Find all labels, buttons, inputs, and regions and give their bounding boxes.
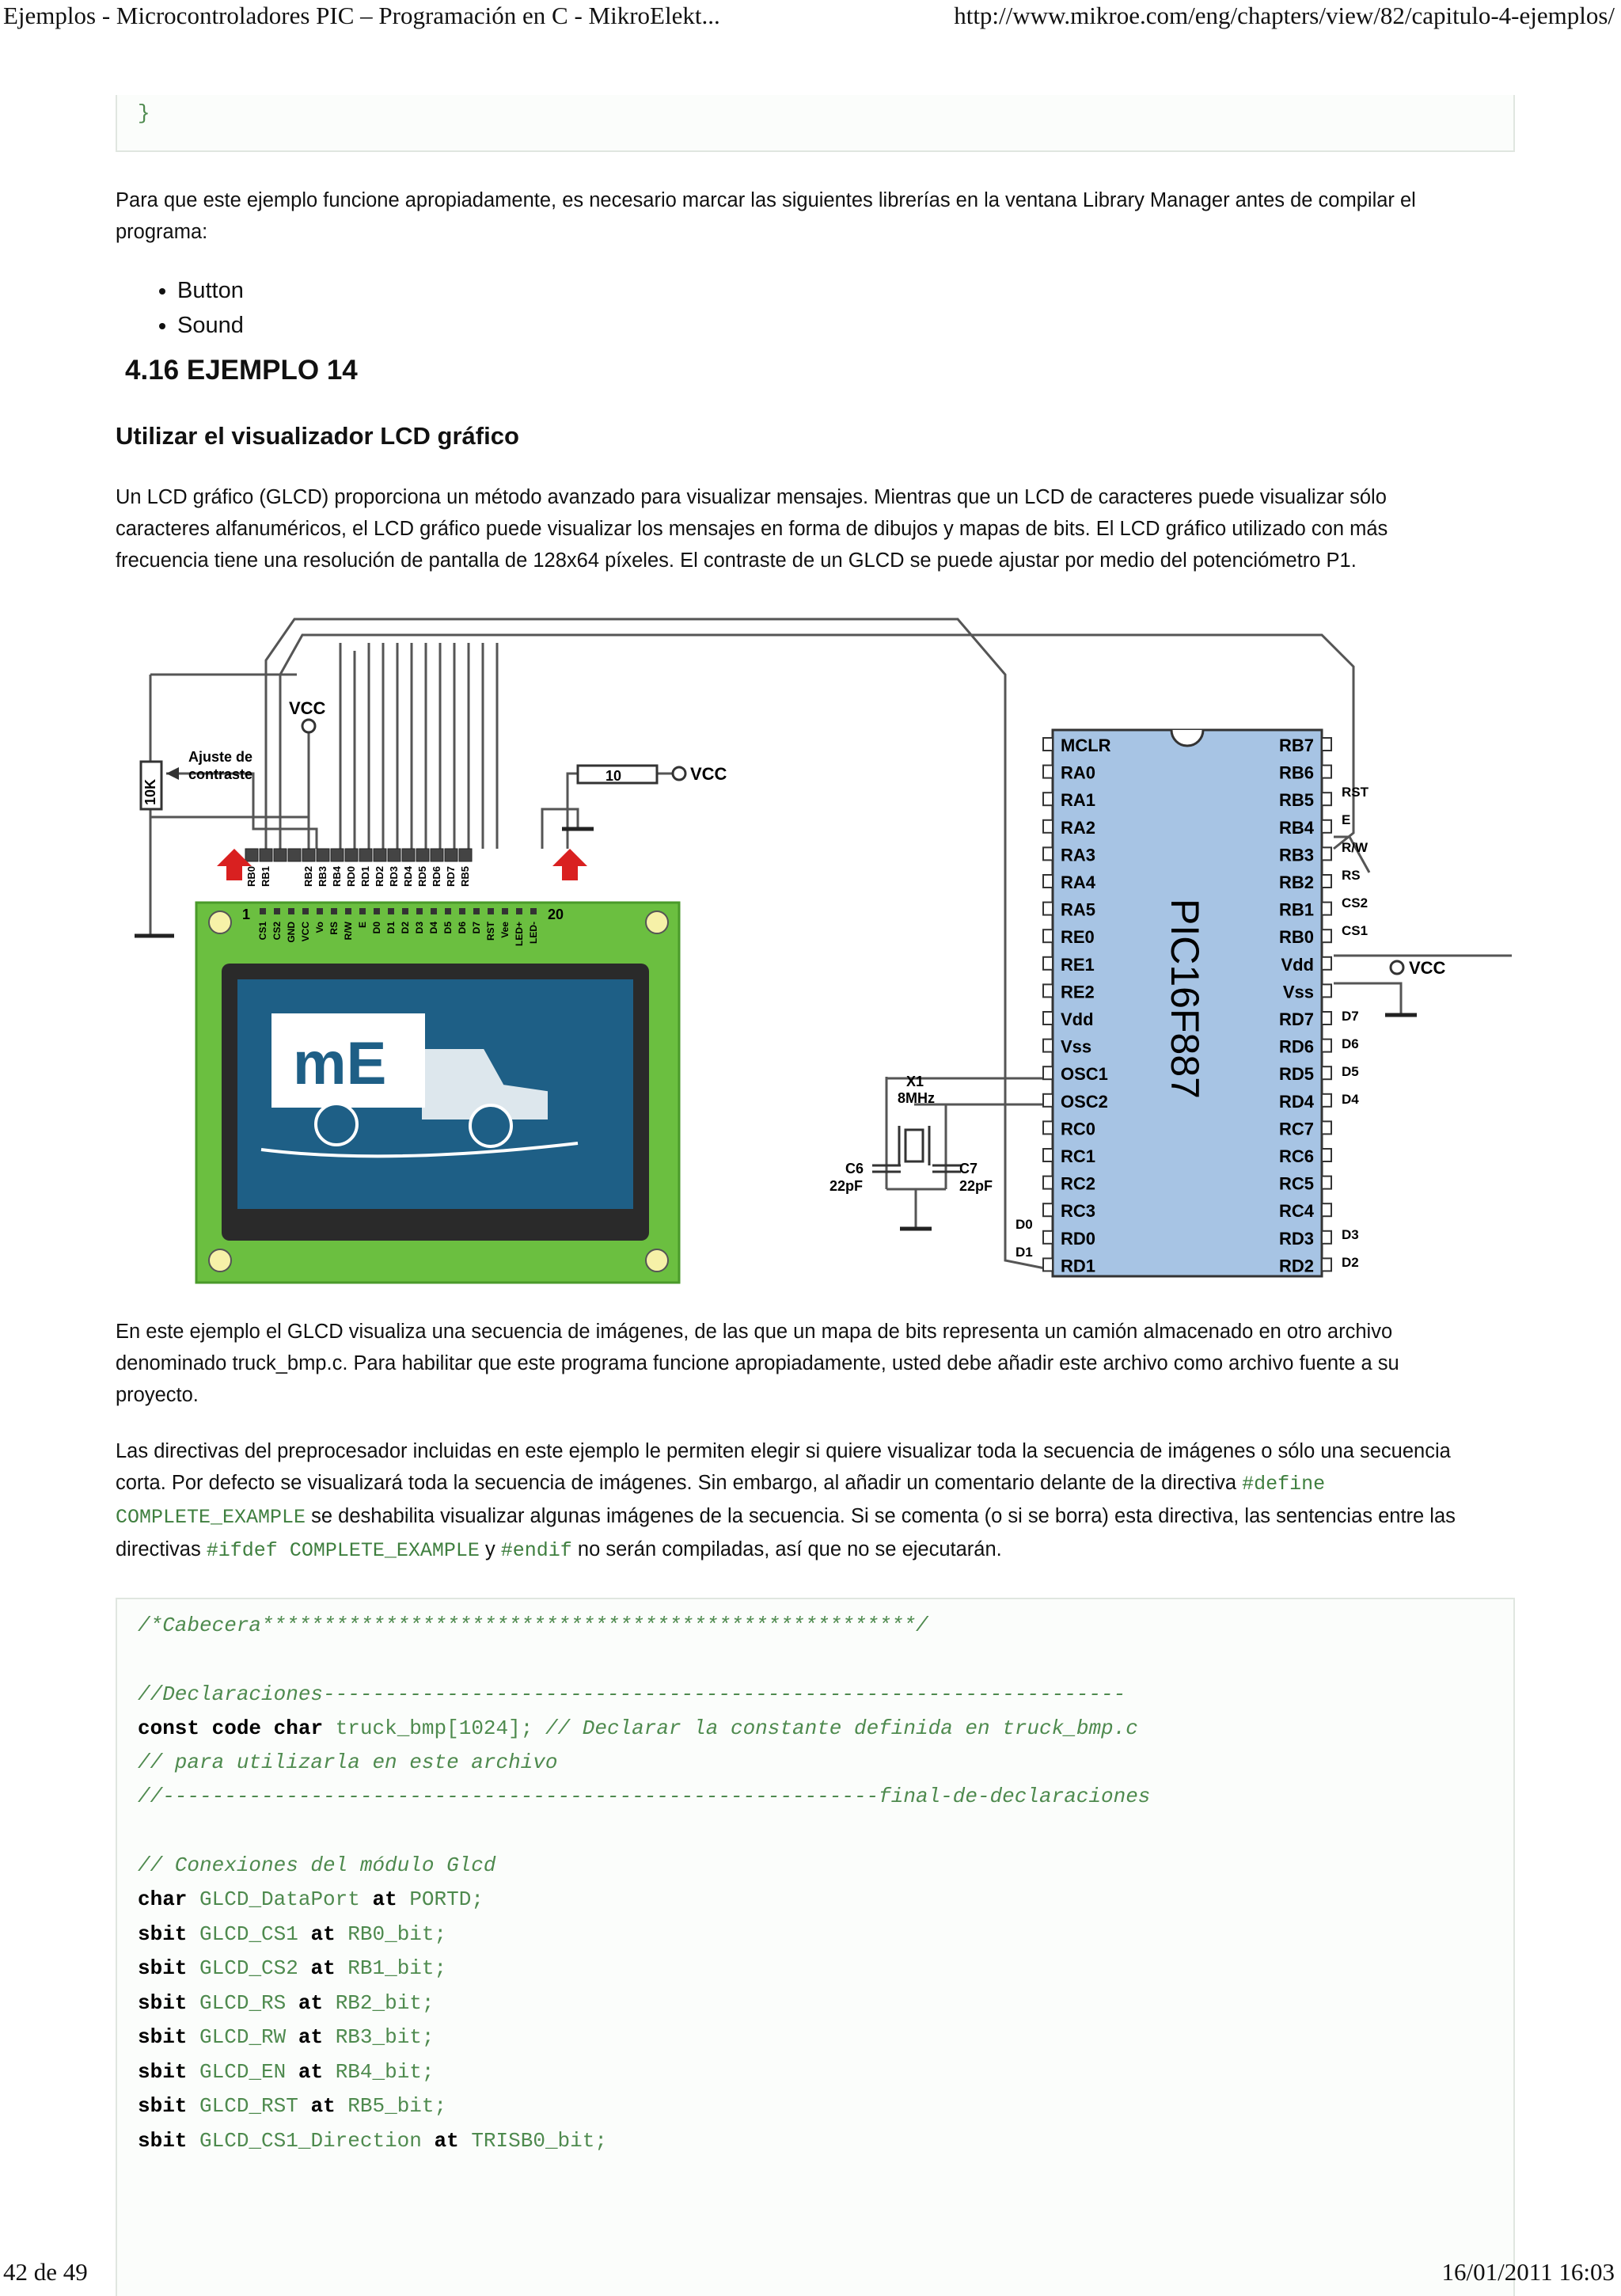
arrow-icon	[552, 849, 587, 880]
chip-pin-label-right: RD3	[1278, 1228, 1314, 1249]
lcd-pin-label: D2	[400, 922, 411, 934]
signal-label: D5	[1342, 1064, 1359, 1079]
connector-pin	[374, 849, 386, 861]
chip-pin	[1043, 903, 1053, 915]
chip-pin-label-left: RC2	[1061, 1173, 1096, 1194]
c7-value: 22pF	[959, 1178, 993, 1194]
code-end-decl-comment: //----------------------------------------------------------final-de-declaraciones	[138, 1785, 1151, 1808]
connector-pin	[245, 849, 258, 861]
c7-name: C7	[959, 1161, 978, 1177]
directives-text: se deshabilita visualizar algunas imágenes de la secuencia. Si se comenta (o si se borra) esta directiva, las sentencias entre las directivas	[116, 1505, 1456, 1560]
code-line-glcd: sbit GLCD_CS1 at RB0_bit;	[138, 1922, 447, 1946]
connector-pin-label: RD6	[431, 866, 442, 888]
connector-pin	[431, 849, 443, 861]
chip-pin-label-right: RC4	[1278, 1201, 1314, 1222]
signal-label: CS2	[1342, 895, 1369, 910]
section-title: 4.16 EJEMPLO 14	[125, 355, 358, 386]
chip-pin-label-left: RE2	[1061, 982, 1095, 1002]
chip-pin-label-left: Vss	[1061, 1036, 1092, 1057]
chip-pin-label-left: RC0	[1061, 1119, 1096, 1139]
chip-pin	[1043, 1231, 1053, 1244]
chip-pin-label-right: RB4	[1278, 817, 1314, 838]
lcd-pin-label: CS1	[257, 922, 268, 941]
page-url[interactable]: http://www.mikroe.com/eng/chapters/view/82/capitulo-4-ejemplos/	[954, 2, 1615, 29]
connector-pin-label: RD2	[374, 866, 385, 888]
lcd-pin-label: LED-	[528, 922, 539, 944]
page-title: Ejemplos - Microcontroladores PIC – Programación en C - MikroElekt...	[3, 2, 720, 29]
chip-pin-label-left: RC3	[1061, 1201, 1096, 1222]
signal-label: D3	[1342, 1227, 1359, 1242]
chip-pin	[1043, 1121, 1053, 1134]
chip-pin	[1322, 984, 1331, 997]
lcd-pin	[274, 908, 280, 914]
chip-pin	[1322, 1094, 1331, 1107]
lcd-pin-label: VCC	[300, 922, 311, 942]
contrast-label-1: Ajuste de	[188, 749, 253, 765]
vcc-label-top: VCC	[289, 698, 326, 718]
chip-pin	[1322, 957, 1331, 970]
print-footer	[0, 2258, 1621, 2290]
chip-pin	[1043, 738, 1053, 751]
chip-pin-label-right: RB6	[1278, 762, 1314, 783]
signal-label: R/W	[1342, 840, 1369, 855]
directives-text: y	[484, 1538, 495, 1560]
chip-pin	[1322, 875, 1331, 888]
lcd-pin	[288, 908, 294, 914]
lcd-pin-label: D5	[442, 922, 454, 934]
chip-pin-label-right: RC5	[1278, 1173, 1314, 1194]
glcd-schematic	[142, 611, 1456, 1300]
signal-label: D2	[1342, 1255, 1359, 1270]
chip-pin	[1043, 929, 1053, 942]
code-block-tail	[116, 95, 1515, 152]
lcd-pin-label: LED+	[514, 922, 525, 947]
chip-pin-label-right: RD2	[1278, 1256, 1314, 1276]
chip-pin	[1322, 766, 1331, 778]
endif-directive: #endif	[500, 1539, 572, 1562]
code-line-const: const code char truck_bmp[1024]; // Declarar la constante definida en truck_bmp.c	[138, 1716, 1138, 1740]
lcd-pin-label: D0	[371, 922, 382, 934]
lcd-pin	[331, 908, 337, 914]
connector-pin-label: RB0	[245, 866, 257, 888]
chip-pin-label-right: RD6	[1278, 1036, 1314, 1057]
lcd-pin-first: 1	[242, 907, 251, 922]
chip-pin-label-right: RD4	[1278, 1091, 1314, 1112]
lcd-pin-label: R/W	[343, 922, 354, 941]
connector-pin	[317, 849, 329, 861]
chip-pin-label-left: RD0	[1061, 1228, 1096, 1249]
chip-pin	[1322, 1177, 1331, 1189]
directives-paragraph	[116, 1435, 1477, 1567]
chip-pin	[1322, 793, 1331, 805]
chip-pin	[1322, 1012, 1331, 1024]
lcd-pin-label: D1	[385, 922, 397, 934]
lcd-pin	[359, 908, 366, 914]
chip-pin-label-right: RD5	[1278, 1064, 1314, 1085]
connector-pin-label: RB1	[260, 866, 271, 888]
chip-pin-label-left: OSC2	[1061, 1091, 1108, 1112]
chip-pin-label-right: RC7	[1278, 1119, 1314, 1139]
connector-pin-label: RD4	[402, 866, 414, 888]
connector-pin-label: RB2	[302, 866, 314, 888]
signal-label: D0	[1015, 1217, 1033, 1232]
crystal-name: X1	[906, 1074, 924, 1089]
connector-pin	[388, 849, 401, 861]
lcd-pin-label: D3	[414, 922, 425, 934]
pot-label: 10K	[142, 778, 158, 805]
chip-pin-label-left: Vdd	[1061, 1009, 1094, 1029]
section-subtitle: Utilizar el visualizador LCD gráfico	[116, 422, 519, 450]
lcd-pin	[459, 908, 465, 914]
code-line-glcd: sbit GLCD_RST at RB5_bit;	[138, 2094, 447, 2118]
code-line-glcd: char GLCD_DataPort at PORTD;	[138, 1887, 484, 1911]
connector-pin-label: RD0	[345, 866, 357, 888]
chip-pin	[1043, 875, 1053, 888]
print-header	[0, 2, 1621, 33]
code-line-glcd: sbit GLCD_CS1_Direction at TRISB0_bit;	[138, 2128, 607, 2153]
code-line-glcd: sbit GLCD_RS at RB2_bit;	[138, 1990, 435, 2015]
connector-pin	[345, 849, 358, 861]
chip-pin-label-left: RA4	[1061, 872, 1096, 892]
chip-pin	[1322, 1066, 1331, 1079]
lcd-pin	[317, 908, 323, 914]
chip-pin-label-left: RA0	[1061, 762, 1096, 783]
chip-pin	[1043, 984, 1053, 997]
lcd-logo: mE	[293, 1030, 387, 1097]
chip-pin	[1043, 1066, 1053, 1079]
connector-pin	[331, 849, 344, 861]
chip-pin	[1322, 903, 1331, 915]
intro-paragraph: Para que este ejemplo funcione apropiadamente, es necesario marcar las siguientes librerías en la ventana Library Manager antes de compilar el programa:	[116, 189, 1416, 243]
connector-pin	[402, 849, 415, 861]
lcd-pin-label: E	[357, 922, 368, 929]
chip-pin	[1322, 929, 1331, 942]
chip-pin	[1043, 957, 1053, 970]
lcd-pin-label: D7	[471, 922, 482, 934]
print-datetime: 16/01/2011 16:03	[1441, 2258, 1615, 2286]
chip-pin-label-right: Vss	[1282, 982, 1314, 1002]
chip-pin-label-right: RC6	[1278, 1146, 1314, 1166]
connector-pin-label: RB3	[317, 866, 328, 888]
chip-pin-label-right: RB2	[1278, 872, 1314, 892]
resistor-label: 10	[606, 768, 622, 784]
chip-pin-label-left: RA2	[1061, 817, 1096, 838]
lcd-pin	[402, 908, 408, 914]
lcd-pin	[345, 908, 351, 914]
chip-pin	[1043, 1149, 1053, 1161]
crystal-freq: 8MHz	[898, 1090, 936, 1106]
chip-pin-label-left: MCLR	[1061, 736, 1111, 755]
code-header-comment: /*Cabecera*****************************************************/	[138, 1614, 928, 1637]
library-item: • Sound	[177, 308, 244, 343]
lcd-pin-label: D4	[428, 922, 439, 934]
directives-text: Las directivas del preprocesador incluidas en este ejemplo le permiten elegir si quiere visualizar toda la secuencia de imágenes o sólo una secuencia corta. Por defecto se visualizará toda la secuencia de imágenes. Sin embargo, al añadir un comentario delante de la directiva	[116, 1440, 1451, 1494]
signal-label: E	[1342, 812, 1351, 827]
chip-pin	[1322, 1258, 1331, 1271]
chip-pin	[1322, 1203, 1331, 1216]
define-directive: #define COMPLETE_EXAMPLE	[116, 1473, 1326, 1529]
connector-pin	[359, 849, 372, 861]
ifdef-directive: #ifdef COMPLETE_EXAMPLE	[206, 1539, 480, 1562]
chip-pin-label-left: RC1	[1061, 1146, 1096, 1166]
connector-pin-label: RB4	[331, 866, 343, 888]
chip-pin	[1322, 847, 1331, 860]
chip-pin	[1322, 1121, 1331, 1134]
lcd-pin-label: Vee	[499, 922, 511, 938]
lcd-pin	[530, 908, 537, 914]
lcd-pin	[260, 908, 266, 914]
chip-pin	[1322, 1231, 1331, 1244]
vcc-label-right: VCC	[1409, 958, 1446, 978]
chip-pin-label-right: RB1	[1278, 899, 1314, 920]
chip-pin	[1322, 738, 1331, 751]
chip-pin	[1043, 1203, 1053, 1216]
vcc-label-resistor: VCC	[690, 764, 727, 784]
signal-label: D7	[1342, 1009, 1359, 1024]
glcd-paragraph: Un LCD gráfico (GLCD) proporciona un método avanzado para visualizar mensajes. Mientras que un LCD de caracteres puede visualizar sólo caracteres alfanuméricos, el LCD gráfico puede visualizar los mensajes en forma de dibujos y mapas de bits. El LCD gráfico utilizado con más frecuencia tiene una resolución de pantalla de 128x64 píxeles. El contraste de un GLCD se puede ajustar por medio del potenciómetro P1.	[116, 486, 1388, 572]
lcd-pin	[388, 908, 394, 914]
chip-pin-label-left: RE1	[1061, 954, 1095, 975]
chip-pin-label-left: RA3	[1061, 845, 1096, 865]
signal-label: RST	[1342, 785, 1369, 800]
code-use-comment: // para utilizarla en este archivo	[138, 1751, 558, 1774]
lcd-pin	[374, 908, 380, 914]
chip-pin	[1043, 1012, 1053, 1024]
connector-pin	[288, 849, 301, 861]
lcd-pin	[445, 908, 451, 914]
chip-pin-label-left: OSC1	[1061, 1064, 1108, 1085]
glcd-connector	[245, 849, 472, 887]
chip-pin-label-right: RB3	[1278, 845, 1314, 865]
example-paragraph: En este ejemplo el GLCD visualiza una secuencia de imágenes, de las que un mapa de bits representa un camión almacenado en otro archivo denominado truck_bmp.c. Para habilitar que este programa funcione apropiadamente, usted debe añadir este archivo como archivo fuente a su proyecto.	[116, 1321, 1399, 1406]
code-block	[116, 1598, 1515, 2296]
chip-pin-label-left: RD1	[1061, 1256, 1096, 1276]
code-conn-comment: // Conexiones del módulo Glcd	[138, 1853, 496, 1877]
connector-pin	[260, 849, 272, 861]
lcd-pin-label: Vo	[314, 922, 325, 933]
chip-pin	[1322, 1040, 1331, 1052]
connector-pin-label: RD7	[445, 866, 457, 888]
page-number: 42 de 49	[3, 2258, 88, 2286]
c6-value: 22pF	[829, 1178, 864, 1194]
code-line-glcd: sbit GLCD_CS2 at RB1_bit;	[138, 1956, 447, 1980]
signal-label: RS	[1342, 868, 1361, 883]
connector-pin-label: RB5	[459, 866, 471, 888]
chip-pin	[1043, 766, 1053, 778]
lcd-pin-label: D6	[457, 922, 468, 934]
chip-pin-label-right: Vdd	[1281, 954, 1314, 975]
chip-pin-label-left: RE0	[1061, 927, 1095, 948]
connector-pin-label: RD3	[388, 866, 400, 888]
chip-pin	[1043, 1177, 1053, 1189]
chip-pin	[1322, 820, 1331, 833]
chip-name: PIC16F887	[1163, 899, 1207, 1099]
chip-pin	[1043, 847, 1053, 860]
signal-label: D6	[1342, 1036, 1359, 1051]
signal-label: D1	[1015, 1245, 1033, 1260]
connector-pin	[274, 849, 287, 861]
chip-pin	[1043, 1094, 1053, 1107]
lcd-pin	[416, 908, 423, 914]
lcd-pin	[488, 908, 494, 914]
lcd-pin-label: CS2	[271, 922, 283, 941]
lcd-pin-last: 20	[548, 907, 564, 922]
lcd-pin-label: GND	[286, 922, 297, 943]
contrast-label-2: contraste	[188, 766, 253, 782]
lcd-pin	[431, 908, 437, 914]
connector-pin	[445, 849, 457, 861]
code-line-glcd: sbit GLCD_RW at RB3_bit;	[138, 2025, 435, 2049]
lcd-pin	[516, 908, 522, 914]
chip-pin	[1043, 1258, 1053, 1271]
code-line-glcd: sbit GLCD_EN at RB4_bit;	[138, 2059, 435, 2084]
chip-pin	[1043, 820, 1053, 833]
lcd-pin-label: RS	[328, 922, 340, 935]
library-item: • Button	[177, 273, 244, 308]
chip-pin	[1322, 1149, 1331, 1161]
chip-pin-label-right: RB0	[1278, 927, 1314, 948]
code-closing-brace: }	[138, 101, 150, 125]
chip-pin-label-right: RB5	[1278, 790, 1314, 811]
lcd-pin	[302, 908, 309, 914]
connector-pin-label: RD5	[416, 866, 428, 888]
chip-pin	[1043, 793, 1053, 805]
chip-pin-label-left: RA1	[1061, 790, 1096, 811]
lcd-pin	[473, 908, 480, 914]
chip-pin-label-right: RB7	[1278, 736, 1314, 755]
chip-pin-label-right: RD7	[1278, 1009, 1314, 1029]
signal-label: D4	[1342, 1092, 1359, 1107]
chip-pin-label-left: RA5	[1061, 899, 1096, 920]
code-decl-comment: //Declaraciones-----------------------------------------------------------------	[138, 1682, 1126, 1706]
connector-pin	[459, 849, 472, 861]
lcd-pin-label: RST	[485, 922, 496, 941]
c6-name: C6	[845, 1161, 864, 1177]
connector-pin	[416, 849, 429, 861]
library-list	[116, 273, 244, 343]
chip-pin	[1043, 1040, 1053, 1052]
connector-pin	[302, 849, 315, 861]
signal-label: CS1	[1342, 923, 1369, 938]
lcd-pin	[502, 908, 508, 914]
connector-pin-label: RD1	[359, 866, 371, 888]
directives-text: no serán compiladas, así que no se ejecutarán.	[577, 1538, 1002, 1560]
